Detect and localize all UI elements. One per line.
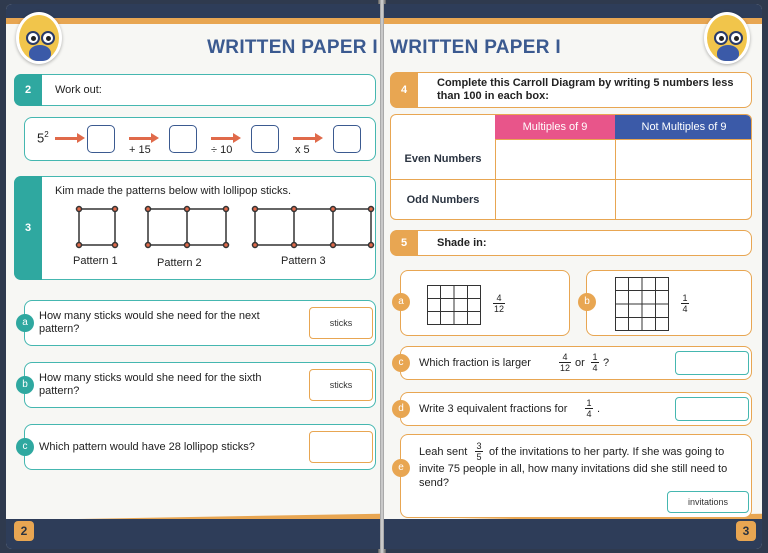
question-text-start: Leah sent [419,446,468,458]
question-5-box [390,230,752,256]
grid-16-cells[interactable] [615,277,669,331]
part-letter: c [392,354,410,372]
question-text: Write 3 equivalent fractions for [419,403,568,415]
question-text: Complete this Carroll Diagram by writing 5 numbers less than 100 in each box: [437,77,734,102]
row-header: Even Numbers [404,153,482,165]
question-4-box [390,72,752,108]
question-text-line-3: send? [419,477,449,489]
or-text: or [575,357,585,369]
owl-mascot-icon [16,12,62,64]
right-page [384,4,762,549]
page-number: 2 [14,521,34,541]
question-number: 2 [14,74,42,106]
question-3-box [14,176,376,280]
col-header: Multiples of 9 [495,115,615,139]
pattern-label: Pattern 1 [73,255,118,267]
top-band-accent [6,18,380,24]
question-text-line-1: of the invitations to her party. If she was going to [489,446,725,458]
owl-mascot-icon [704,12,750,64]
question-mark: ? [603,357,610,369]
arrow-icon [293,137,317,140]
question-text: Which pattern would have 28 lollipop sticks? [39,441,255,453]
answer-box[interactable] [675,397,749,421]
part-letter: a [392,293,410,311]
fraction: 1 4 [586,398,592,419]
part-letter: b [578,293,596,311]
question-5d-box [400,392,752,426]
bottom-band [384,519,762,549]
question-text-line-2: invite 75 people in all, how many invitations did she still need to [419,463,728,475]
answer-box[interactable] [675,351,749,375]
carroll-diagram [390,114,752,220]
question-number: 4 [390,72,418,108]
answer-cell[interactable] [495,139,615,179]
part-letter: b [16,376,34,394]
question-number: 5 [390,230,418,256]
question-3a-box [24,300,376,346]
answer-box-sticks[interactable]: sticks [309,307,373,339]
question-3b-box [24,362,376,408]
grid-12-cells[interactable] [427,285,481,325]
question-text: How many sticks would she need for the next pattern? [39,310,260,335]
question-text: How many sticks would she need for the sixth pattern? [39,372,262,397]
question-5a-box [400,270,570,336]
question-5e-box [400,434,752,518]
arrow-icon [129,137,153,140]
question-text: Kim made the patterns below with lollipop sticks. [55,185,291,197]
pattern-label: Pattern 2 [157,257,202,269]
base-number: $5^2$ [37,130,49,146]
bottom-band [6,519,380,549]
answer-square[interactable] [251,125,279,153]
answer-cell[interactable] [615,139,752,179]
fraction: 3 5 [476,441,482,462]
part-letter: c [16,438,34,456]
answer-cell[interactable] [495,179,615,220]
period: . [597,403,601,415]
part-letter: e [392,459,410,477]
answer-square[interactable] [169,125,197,153]
answer-square[interactable] [87,125,115,153]
fraction: 1 4 [592,352,598,373]
operation-label: x 5 [295,144,310,156]
top-band-accent [384,18,762,24]
page-title: WRITTEN PAPER I [207,37,378,58]
answer-box[interactable] [309,431,373,463]
fraction-label: 1 4 [682,293,688,314]
answer-box-invitations[interactable]: invitations [667,491,749,513]
arrow-icon [55,137,79,140]
question-3c-box [24,424,376,470]
question-text: Work out: [55,84,102,96]
answer-box-sticks[interactable]: sticks [309,369,373,401]
answer-square[interactable] [333,125,361,153]
question-text: Which fraction is larger [419,357,531,369]
lollipop-patterns-illustration [55,203,375,251]
page-title: WRITTEN PAPER I [390,37,561,58]
arrow-icon [211,137,235,140]
page-number: 3 [736,521,756,541]
question-5b-box [586,270,752,336]
left-page [6,4,380,549]
part-letter: d [392,400,410,418]
question-2-box [14,74,376,106]
answer-cell[interactable] [615,179,752,220]
question-number: 3 [14,176,42,280]
col-header: Not Multiples of 9 [615,115,752,139]
question-5c-box [400,346,752,380]
fraction-label: 4 12 [493,293,504,314]
operation-label: + 15 [129,144,151,156]
operation-label: ÷ 10 [211,144,233,156]
row-header: Odd Numbers [406,194,480,206]
work-out-chain [24,117,376,161]
fraction: 4 12 [559,352,570,373]
part-letter: a [16,314,34,332]
pattern-label: Pattern 3 [281,255,326,267]
question-text: Shade in: [437,237,487,249]
